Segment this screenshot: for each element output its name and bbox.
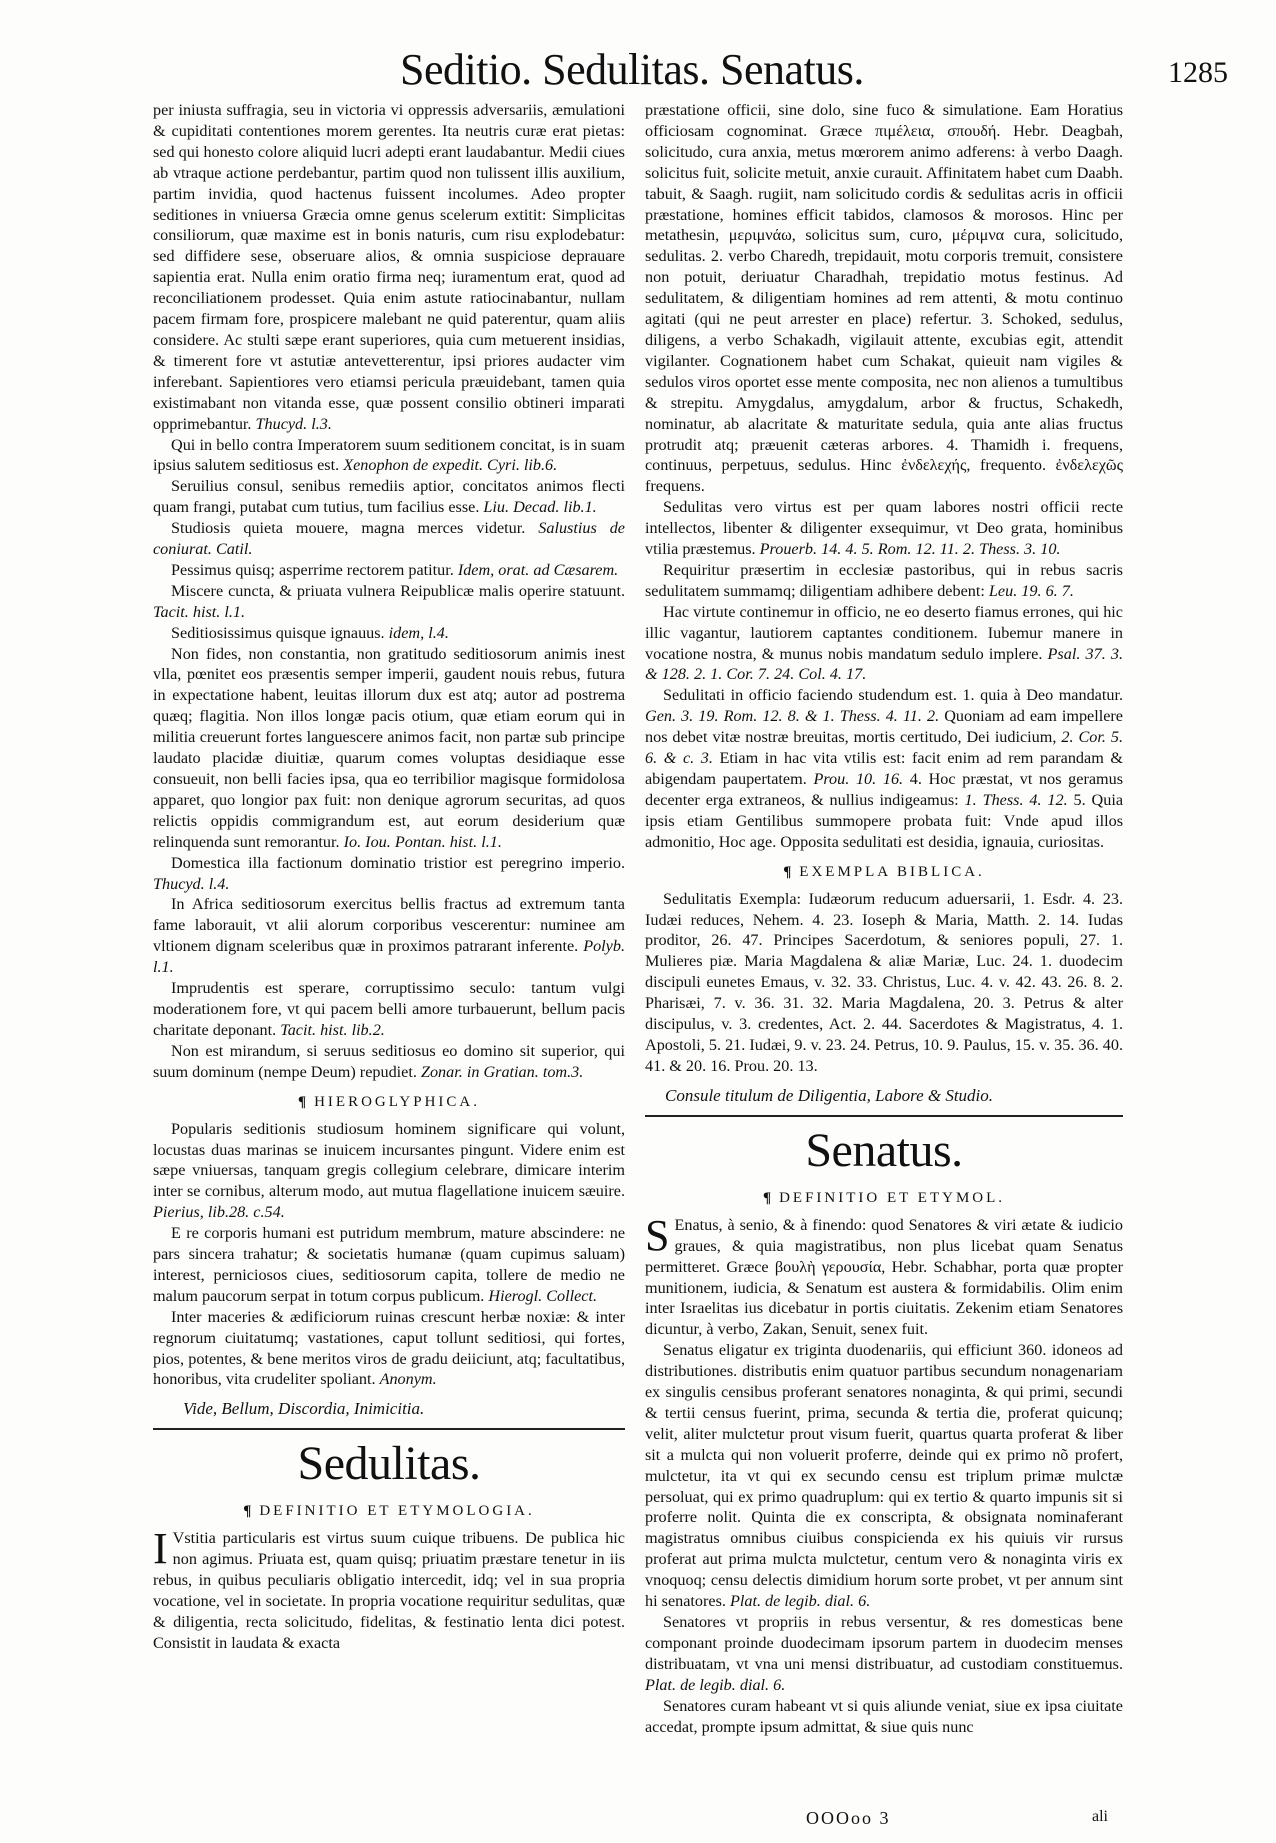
running-head: Seditio. Sedulitas. Senatus. bbox=[400, 45, 864, 94]
pilcrow-icon: ¶ bbox=[762, 1189, 772, 1206]
paragraph: præstatione officii, sine dolo, sine fuco & simulatione. Eam Horatius officiosam cognominat. Græce πιμέλεια, σπουδή. Hebr. Deagbah, solicitudo, cura anxia, metus mœrorem animo adferens: à verbo Daagh. solicitus fuit, solicite metuit, anxie curauit. Affinitatem habet cum Daabh. tabuit, & Saagh. rugiit, nam solicitudo cordis & sedulitas acris in officii præstatione, homines efficit tabidos, clamosos & morosos. Hinc per metathesin, μεριμνάω, solicitus sum, curo, μέριμνα cura, solicitudo, sedulitas. 2. verbo Charedh, trepidauit, motu corporis tremuit, consistere non potuit, deriuatur Charadhah, trepidatio motus festinus. Ad sedulitatem, & diligentiam homines ad rem attenti, & motu continuo agitati (qui ne peut arrester en place) refertur. 3. Schoked, sedulus, diligens, a verbo Schakadh, vigilauit attente, excubias egit, attendit vigilanter. Cognationem habet cum Schakat, quieuit nam vigiles & sedulos viros oportet esse mente composita, nec non alienos a tumultibus & strepitu. Amygdalus, amygdalum, arbor & fructus, Schakedh, nominatur, ab alacritate & maturitate sedula, quia ante alias fructus protrudit atq; præuenit cæteras arbores. 4. Thamidh i. frequens, continuus, perpetuus, sedulus. Hinc ἐνδελεχής, frequento. ἐνδελεχῶς frequens. bbox=[645, 101, 1123, 496]
paragraph: Qui in bello contra Imperatorem suum seditionem concitat, is in suam ipsius salutem seditiosus est. Xenophon de expedit. Cyri. lib.6. bbox=[153, 435, 625, 475]
paragraph: Sedulitas vero virtus est per quam labores nostri officii recte intellectos, libenter & diligenter exsequimur, vt Deo grata, hominibus vtilia præstemus. Prouerb. 14. 4. 5. Rom. 12. 11. 2. Thess. 3. 10. bbox=[645, 498, 1123, 559]
paragraph: Senatus eligatur ex triginta duodenariis, qui efficiunt 360. idoneos ad distributiones. distributis enim quatuor partibus secundum nonagenariam ex singulis censibus proferant senatores nonaginta, & qui primi, secundi & tertii census fuerint, prima, secunda & tertia die, proferat quicunq; velit, aliter mulctetur prout visum fuerit, quartus quarta proferat & liber sit a mulcta qui non voluerit proferre, deinde qui ex primo nõ profert, mulctetur, ita vt qui ex secundo censu est triplum primæ mulctæ persoluat, qui ex primo quadruplum: qui ex tertio & quarto impunis sit si proferre nolit. Quinta die ex conscripta, & obsignata nominaferant magistratus omnibus ciuibus conspicienda ex his quiuis vir rursus proferat aut prima mulcta mulctetur, centum vero & nonaginta viris ex vnoquoq; censu delectis dimidium horum sorte probet, vt per annum sint hi senatores. Plat. de legib. dial. 6. bbox=[645, 1341, 1123, 1611]
section-divider bbox=[153, 1428, 625, 1430]
paragraph: S Enatus, à senio, & à finendo: quod Senatores & viri ætate & iudicio graues, & quia magistratibus, non plus licebat quam Senatus permitteret. Græce βουλὴ γερουσία, Hebr. Schabhar, porta quæ propter munitionem, iudicia, & Senatum est austera & formidabilis. Olim enim inter Israelitas ius dicebatur in portis ciuitatis. Zekenim etiam Senatores dicuntur, à verbo, Zakan, Senuit, senex fuit. bbox=[645, 1210, 1123, 1339]
paragraph: Non fides, non constantia, non gratitudo seditiosorum animis inest vlla, pœnitet eos præsentis semper imperii, gaudent nouis rebus, futura in expectatione habent, leuitas illorum dux est atq; autor ad postrema quæq; flagitia. Non illos longæ pacis otium, quæ etiam eorum qui in militia creuerunt fortes languescere animos facit, non partæ sub principe laudato placidæ diuitiæ, quarum comes voluptas desidiaque esse consueuit, non belli facies ipsa, qua eo terribilior magisque formidolosa apparet, quo longior pax fuit: non denique agrorum securitas, ad quos relictis oppidis commigrandum est, aut eorum desiderium quæ relinquenda sunt remorantur. Io. Iou. Pontan. hist. l.1. bbox=[153, 644, 625, 851]
paragraph: Hac virtute continemur in officio, ne eo deserto fiamus errones, qui hic illic vagantur, lautiorem captantes conditionem. Iubemur manere in vocatione nostra, & munus nobis mandatum sedulo implere. Psal. 37. 3. & 128. 2. 1. Cor. 7. 24. Col. 4. 17. bbox=[645, 602, 1123, 684]
paragraph: Pessimus quisq; asperrime rectorem patitur. Idem, orat. ad Cæsarem. bbox=[171, 560, 619, 579]
paragraph: Seruilius consul, senibus remediis aptior, concitatos animos flecti quam frangi, putabat cum tutius, tum facilius esse. Liu. Decad. lib.1. bbox=[153, 477, 625, 517]
paragraph: Popularis seditionis studiosum hominem significare qui volunt, locustas duas marinas se inuicem incursantes pingunt. Videre enim est sæpe vniuersas, tanquam gregis collegium celebrare, dimicare interim inter se cornibus, alterum modo, aut mutua flagellatione inuicem sæuire. Pierius, lib.28. c.54. bbox=[153, 1119, 625, 1222]
paragraph: Sedulitati in officio faciendo studendum est. 1. quia à Deo mandatur. Gen. 3. 19. Rom. 12. 8. & 1. Thess. 4. 11. 2. Quoniam ad eam impellere nos debet vitæ nostræ breuitas, mortis certitudo, Dei iudicium, 2. Cor. 5. 6. & c. 3. Etiam in hac vita vtilis est: facit enim ad rem parandam & abigendam paupertatem. Prou. 10. 16. 4. Hoc præstat, vt nos geramus decenter erga extraneos, & nullius indigeamus: 1. Thess. 4. 12. 5. Quia ipsis etiam Gentilibus summopere probata fuit: Vnde apud illos admonitio, Hoc age. Opposita sedulitati est desidia, ignauia, curiositas. bbox=[645, 686, 1123, 851]
cross-reference: Vide, Bellum, Discordia, Inimicitia. bbox=[183, 1399, 425, 1419]
section-heading-sedulitas: Sedulitas. bbox=[297, 1437, 481, 1491]
rubric-definitio: ¶ DEFINITIO ET ETYMOLOGIA. bbox=[243, 1503, 535, 1520]
paragraph: I Vstitia particularis est virtus suum cuique tribuens. De publica hic non agimus. Priuata est, quam quisq; priuatim præstare tenetur in iis rebus, in quibus peculiaris obligatio intercedit, idq; vel in sua propria vocatione, vel in societate. In propria vocatione requiritur sedulitas, quæ & diligentia, recta solicitudo, fidelitas, & festinatio lenta dici potest. Consistit in laudata & exacta bbox=[153, 1524, 625, 1652]
cross-reference: Consule titulum de Diligentia, Labore & Studio. bbox=[665, 1085, 994, 1105]
drop-cap: I bbox=[153, 1524, 168, 1574]
signature-mark: OOOoo 3 bbox=[806, 1808, 891, 1828]
paragraph: E re corporis humani est putridum membrum, mature abscindere: ne pars sincera trahatur; & societatis humanæ (quam cupimus saluam) interest, perniciosos ciues, seditiosorum capita, tollere de medio ne malum paucorum serpat in totum corpus publicum. Hierogl. Collect. bbox=[153, 1224, 625, 1305]
paragraph: Non est mirandum, si seruus seditiosus eo domino sit superior, qui suum dominum (nempe Deum) repudiet. Zonar. in Gratian. tom.3. bbox=[153, 1041, 625, 1081]
paragraph: Senatores curam habeant vt si quis aliunde veniat, siue ex ipsa ciuitate accedat, prompte ipsum admittat, & siue quis nunc bbox=[645, 1696, 1123, 1736]
right-column bbox=[645, 100, 1123, 1800]
paragraph: Senatores vt propriis in rebus versentur, & res domesticas bene componant proinde duodecimam ipsorum partem in duodecim menses distribuatam, vt vna uni mensi distribuatur, ad custodiam constituemus. Plat. de legib. dial. 6. bbox=[645, 1613, 1123, 1694]
pilcrow-icon: ¶ bbox=[297, 1093, 307, 1110]
paragraph: Imprudentis est sperare, corruptissimo seculo: tantum vulgi moderationem fore, vt qui pacem belli amore turbauerunt, bellum pacis charitate deponant. Tacit. hist. lib.2. bbox=[153, 979, 625, 1039]
drop-cap: S bbox=[645, 1210, 670, 1260]
paragraph: Seditiosissimus quisque ignauus. idem, l.4. bbox=[171, 623, 449, 642]
pilcrow-icon: ¶ bbox=[783, 863, 792, 880]
paragraph: Sedulitatis Exempla: Iudæorum reducum aduersarii, 1. Esdr. 4. 23. Iudæi reduces, Nehem. 4. 23. Ioseph & Maria, Matth. 2. 14. Iudas proditor, 26. 47. Principes Sacerdotum, & seniores populi, 27. 1. Mulieres piæ. Maria Magdalena & aliæ Mariæ, Luc. 24. 1. duodecim discipuli eunetes Emaus, v. 32. 33. Christus, Luc. 4. v. 42. 43. 26. 8. 2. Pharisæi, 7. v. 36. 31. 32. Maria Magdalena, 20. 3. Petrus & alter discipulus, v. 3. credentes, Act. 2. 44. Sacerdotes & Magistratus, 4. 1. Apostoli, 5. 21. Iudæi, 9. v. 23. 24. Petrus, 10. 9. Paulus, 15. v. 35. 36. 40. 41. & 20. 16. Prou. 20. 13. bbox=[645, 889, 1123, 1075]
paragraph: Studiosis quieta mouere, magna merces videtur. Salustius de coniurat. Catil. bbox=[153, 519, 625, 559]
rubric-exempla: ¶ EXEMPLA BIBLICA. bbox=[783, 863, 985, 880]
section-divider bbox=[645, 1115, 1123, 1117]
catchword: ali bbox=[1092, 1808, 1108, 1825]
pilcrow-icon: ¶ bbox=[243, 1503, 252, 1520]
paragraph: Domestica illa factionum dominatio tristior est peregrino imperio. Thucyd. l.4. bbox=[153, 853, 625, 893]
rubric-definitio: ¶ DEFINITIO ET ETYMOL. bbox=[762, 1189, 1006, 1206]
paragraph: Inter maceries & ædificiorum ruinas crescunt herbæ noxiæ: & inter regnorum ciuitatumq; vastationes, caput tollunt seditiosi, qui fortes, pios, potentes, & bene meritos viros de gradu deiiciunt, atq; facultatibus, honoribus, vita crudeliter spoliant. Anonym. bbox=[153, 1307, 625, 1389]
rubric-hieroglyphica: ¶ HIEROGLYPHICA. bbox=[297, 1093, 481, 1110]
paragraph: per iniusta suffragia, seu in victoria vi oppressis adversariis, æmulationi & cupiditati contentiones morem gerentes. Ita neutris curæ erat pietas: sed qui honesto colore aliquid lucri adepti erant laudabantur. Medii ciues ab vtraque actione perdebantur, partim quod non tulissent illis auxilium, partim invidia, quod hactenus fuissent incolumes. Adeo propter seditiones in vniuersa Græcia omne genus scelerum extitit: Simplicitas consiliorum, quæ maxime est in bonis naturis, cum risu explodebatur: sed diffidere sese, obseruare alios, & omnia suspiciose deprauare sapientia erat. Nulla enim oratio firma neq; iuramentum erat, quod ad reconciliationem prodesset. Quia enim astute ratiocinabantur, nullam pacem firmam fore, prospicere malebant ne quid paterentur, quam aliis considere. Ac stulti sæpe erant superiores, quia cum metuerent insidias, & timerent fore vt astutiæ antevetterentur, ipsi priores audacter vim inferebant. Sapientiores vero etiamsi pericula præuidebant, tamen quia existimabant non vitanda esse, quæ possent consilio obtineri imparati opprimebantur. Thucyd. l.3. bbox=[153, 101, 625, 433]
section-heading-senatus: Senatus. bbox=[805, 1123, 963, 1177]
page-number: 1285 bbox=[1168, 56, 1228, 89]
paragraph: In Africa seditiosorum exercitus bellis fractus ad extremum tanta fame laborauit, vt alii alorum corporibus vescerentur: numinee am vltionem dignam sceleribus quæ in proximos patrarant inferente. Polyb. l.1. bbox=[153, 895, 625, 977]
paragraph: Requiritur præsertim in ecclesiæ pastoribus, qui in rebus sacris sedulitatem summamq; diligentiam adhibere debent: Leu. 19. 6. 7. bbox=[645, 560, 1123, 600]
left-column bbox=[153, 100, 625, 1820]
paragraph: Miscere cuncta, & priuata vulnera Reipublicæ malis operire statuunt. Tacit. hist. l.1. bbox=[153, 581, 625, 621]
